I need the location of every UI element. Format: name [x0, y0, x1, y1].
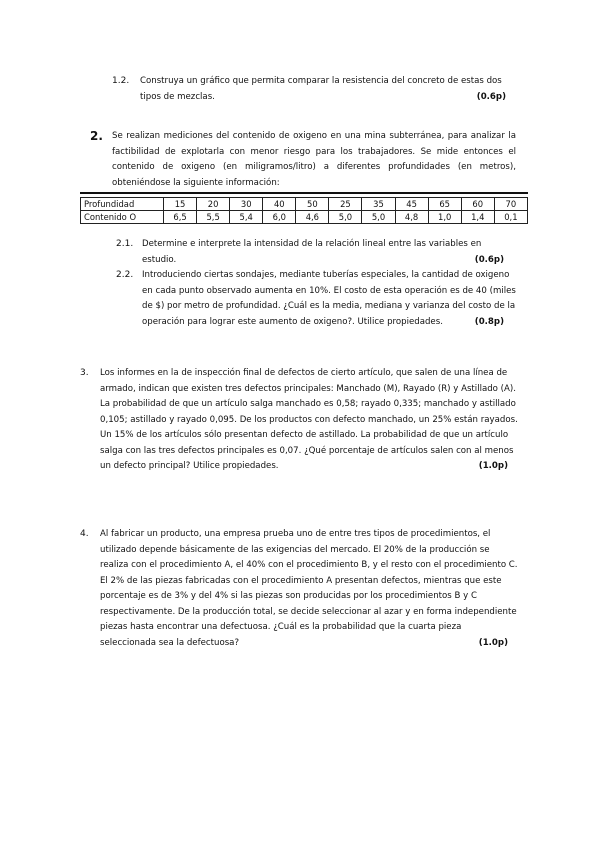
row-label-contenido: Contenido O	[81, 211, 164, 224]
table-row-contenido	[81, 211, 528, 224]
q22-text: Introduciendo ciertas sondajes, mediante tuberías especiales, la cantidad de oxigeno en cada punto observado aumenta en 10%. El costo de esta operación es de 40 (miles de $) por metro de profundidad. ¿Cuál es la media, mediana y varianza del costo de la operación para lograr este aumento de oxigeno?. Utilice propiedades.	[142, 270, 516, 327]
table-cell: 35	[362, 198, 395, 211]
q3-number: 3.	[80, 368, 89, 378]
table-cell: 45	[395, 198, 428, 211]
table-cell: 65	[428, 198, 461, 211]
q21-block	[142, 237, 516, 268]
q22-number: 2.2.	[116, 270, 134, 280]
q2-number: 2.	[90, 129, 103, 143]
q4-points: (1.0p)	[478, 637, 508, 648]
table-cell: 6,0	[263, 211, 296, 224]
table-cell: 70	[494, 198, 527, 211]
table-cell: 5,4	[230, 211, 263, 224]
table-row-profundidad	[81, 198, 528, 211]
q12-number: 1.2.	[112, 76, 130, 86]
table-cell: 4,8	[395, 211, 428, 224]
q4-number: 4.	[80, 529, 89, 539]
table-cell: 4,6	[296, 211, 329, 224]
table-cell: 25	[329, 198, 362, 211]
table-cell: 1,4	[461, 211, 494, 224]
q3-block	[100, 366, 520, 475]
q12-points: (0.6p)	[476, 91, 506, 102]
table-top-rule	[80, 192, 528, 194]
table-cell: 0,1	[494, 211, 527, 224]
oxygen-data-table	[80, 197, 528, 224]
table-cell: 60	[461, 198, 494, 211]
q2-text: Se realizan mediciones del contenido de oxigeno en una mina subterránea, para analizar la factibilidad de explotarla con menor riesgo para los trabajadores. Se mide entonces el contenido de oxigeno (en miligramos/litro) a diferentes profundidades (en metros), obteniéndose la siguiente información:	[112, 131, 516, 188]
table-cell: 5,0	[329, 211, 362, 224]
table-cell: 40	[263, 198, 296, 211]
table-cell: 6,5	[164, 211, 197, 224]
q22-block	[142, 268, 516, 330]
q22-points: (0.8p)	[474, 316, 504, 327]
q21-points: (0.6p)	[474, 254, 504, 265]
row-label-profundidad: Profundidad	[81, 198, 164, 211]
table-cell: 5,0	[362, 211, 395, 224]
table-cell: 15	[164, 198, 197, 211]
table-cell: 30	[230, 198, 263, 211]
q3-points: (1.0p)	[478, 461, 508, 471]
q4-text: Al fabricar un producto, una empresa prueba uno de entre tres tipos de procedimientos, el utilizado depende básicamente de las exigencias del mercado. El 20% de la producción se realiza con el procedimiento A, el 40% con el procedimiento B, y el resto con el procedimiento C. El 2% de las piezas fabricadas con el procedimiento A presentan defectos, mientras que este porcentaje es de 3% y del 4% si las piezas son producidas por los procedimientos B y C respectivamente. De la producción total, se decide seleccionar al azar y en forma independiente piezas hasta encontrar una defectuosa. ¿Cuál es la probabilidad que la cuarta pieza seleccionada sea la defectuosa?	[100, 529, 518, 648]
q12-text: Construya un gráfico que permita comparar la resistencia del concreto de estas dos tipos de mezclas.	[140, 76, 502, 102]
table-cell: 1,0	[428, 211, 461, 224]
q4-block	[100, 527, 520, 651]
table-cell: 50	[296, 198, 329, 211]
q3-text: Los informes en la de inspección final de defectos de cierto artículo, que salen de una línea de armado, indican que existen tres defectos principales: Manchado (M), Rayado (R) y Astillado (A). La probabilidad de que un artículo salga manchado es 0,58; rayado 0,335; manchado y astillado 0,105; astillado y rayado 0,095. De los productos con defecto manchado, un 25% están rayados. Un 15% de los artículos sólo presentan defecto de astillado. La probabilidad de que un artículo salga con las tres defectos principales es 0,07. ¿Qué porcentaje de artículos salen con al menos un defecto principal? Utilice propiedades.	[100, 368, 518, 471]
q12-block	[140, 74, 518, 105]
table-cell: 20	[197, 198, 230, 211]
q21-text: Determine e interprete la intensidad de la relación lineal entre las variables en estudio.	[142, 239, 482, 265]
table-cell: 5,5	[197, 211, 230, 224]
q21-number: 2.1.	[116, 239, 134, 249]
